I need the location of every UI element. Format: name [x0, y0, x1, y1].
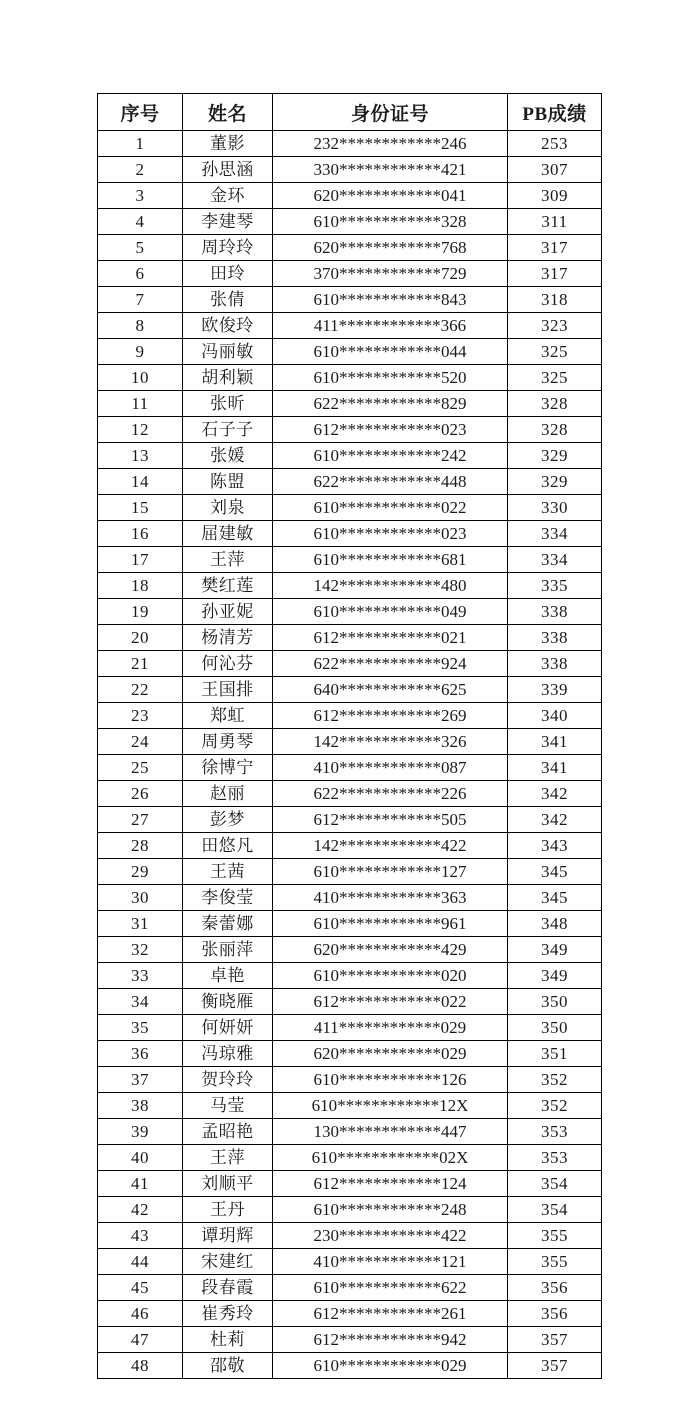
cell-name: 石子子: [183, 417, 273, 443]
table-row: [98, 859, 602, 885]
cell-score: 318: [508, 287, 602, 313]
cell-name: 孟昭艳: [183, 1119, 273, 1145]
table-row: [98, 547, 602, 573]
cell-name: 刘顺平: [183, 1171, 273, 1197]
table-row: [98, 209, 602, 235]
table-row: [98, 1301, 602, 1327]
cell-score: 350: [508, 989, 602, 1015]
cell-id: 620************041: [273, 183, 508, 209]
cell-id: 370************729: [273, 261, 508, 287]
table-row: [98, 729, 602, 755]
cell-id: 622************226: [273, 781, 508, 807]
cell-name: 孙思涵: [183, 157, 273, 183]
table-row: [98, 417, 602, 443]
cell-name: 杨清芳: [183, 625, 273, 651]
cell-name: 谭玥辉: [183, 1223, 273, 1249]
cell-name: 樊红莲: [183, 573, 273, 599]
cell-id: 620************429: [273, 937, 508, 963]
cell-seq: 9: [98, 339, 183, 365]
table-row: [98, 183, 602, 209]
cell-name: 李俊莹: [183, 885, 273, 911]
table-row: [98, 469, 602, 495]
cell-name: 刘泉: [183, 495, 273, 521]
table-header-row: [98, 94, 602, 131]
cell-seq: 4: [98, 209, 183, 235]
cell-seq: 35: [98, 1015, 183, 1041]
column-header-seq: 序号: [98, 94, 183, 131]
cell-name: 段春霞: [183, 1275, 273, 1301]
cell-seq: 2: [98, 157, 183, 183]
cell-score: 357: [508, 1327, 602, 1353]
table-row: [98, 391, 602, 417]
cell-score: 334: [508, 521, 602, 547]
cell-seq: 25: [98, 755, 183, 781]
cell-seq: 19: [98, 599, 183, 625]
cell-id: 612************022: [273, 989, 508, 1015]
cell-score: 345: [508, 859, 602, 885]
cell-id: 610************242: [273, 443, 508, 469]
cell-id: 610************843: [273, 287, 508, 313]
cell-seq: 18: [98, 573, 183, 599]
cell-id: 612************269: [273, 703, 508, 729]
cell-id: 411************029: [273, 1015, 508, 1041]
table-row: [98, 287, 602, 313]
table-row: [98, 885, 602, 911]
cell-seq: 45: [98, 1275, 183, 1301]
cell-name: 王丹: [183, 1197, 273, 1223]
table-row: [98, 963, 602, 989]
table-body: [98, 131, 602, 1379]
cell-id: 610************023: [273, 521, 508, 547]
cell-id: 620************029: [273, 1041, 508, 1067]
cell-score: 338: [508, 651, 602, 677]
cell-name: 张媛: [183, 443, 273, 469]
cell-id: 610************049: [273, 599, 508, 625]
cell-score: 311: [508, 209, 602, 235]
cell-score: 339: [508, 677, 602, 703]
cell-name: 董影: [183, 131, 273, 157]
cell-score: 353: [508, 1145, 602, 1171]
cell-name: 冯丽敏: [183, 339, 273, 365]
cell-score: 352: [508, 1093, 602, 1119]
cell-seq: 44: [98, 1249, 183, 1275]
cell-name: 冯琼雅: [183, 1041, 273, 1067]
cell-score: 351: [508, 1041, 602, 1067]
cell-score: 329: [508, 469, 602, 495]
table-row: [98, 313, 602, 339]
cell-id: 612************021: [273, 625, 508, 651]
cell-name: 孙亚妮: [183, 599, 273, 625]
cell-id: 142************480: [273, 573, 508, 599]
cell-name: 王萍: [183, 547, 273, 573]
cell-id: 622************448: [273, 469, 508, 495]
column-header-score: PB成绩: [508, 94, 602, 131]
cell-id: 411************366: [273, 313, 508, 339]
table-row: [98, 1015, 602, 1041]
cell-name: 秦蕾娜: [183, 911, 273, 937]
cell-id: 610************12X: [273, 1093, 508, 1119]
cell-seq: 43: [98, 1223, 183, 1249]
cell-id: 410************363: [273, 885, 508, 911]
table-row: [98, 1353, 602, 1379]
table-row: [98, 131, 602, 157]
cell-seq: 30: [98, 885, 183, 911]
cell-name: 马莹: [183, 1093, 273, 1119]
table-row: [98, 833, 602, 859]
table-row: [98, 1041, 602, 1067]
cell-seq: 26: [98, 781, 183, 807]
cell-name: 彭梦: [183, 807, 273, 833]
cell-seq: 36: [98, 1041, 183, 1067]
cell-id: 232************246: [273, 131, 508, 157]
cell-name: 王萍: [183, 1145, 273, 1171]
cell-seq: 23: [98, 703, 183, 729]
cell-seq: 37: [98, 1067, 183, 1093]
cell-id: 610************681: [273, 547, 508, 573]
cell-name: 郑虹: [183, 703, 273, 729]
table-row: [98, 495, 602, 521]
table-row: [98, 1067, 602, 1093]
cell-score: 345: [508, 885, 602, 911]
cell-score: 356: [508, 1301, 602, 1327]
cell-score: 323: [508, 313, 602, 339]
table-row: [98, 599, 602, 625]
cell-score: 350: [508, 1015, 602, 1041]
table-row: [98, 651, 602, 677]
cell-name: 王茜: [183, 859, 273, 885]
cell-seq: 16: [98, 521, 183, 547]
cell-seq: 20: [98, 625, 183, 651]
cell-score: 307: [508, 157, 602, 183]
cell-seq: 31: [98, 911, 183, 937]
cell-name: 邵敬: [183, 1353, 273, 1379]
table-row: [98, 755, 602, 781]
cell-score: 354: [508, 1197, 602, 1223]
table-row: [98, 1223, 602, 1249]
cell-id: 230************422: [273, 1223, 508, 1249]
cell-name: 贺玲玲: [183, 1067, 273, 1093]
table-row: [98, 573, 602, 599]
score-table-container: [97, 93, 601, 1379]
cell-name: 衡晓雁: [183, 989, 273, 1015]
cell-seq: 10: [98, 365, 183, 391]
table-row: [98, 937, 602, 963]
table-row: [98, 1249, 602, 1275]
cell-score: 317: [508, 261, 602, 287]
cell-score: 352: [508, 1067, 602, 1093]
table-row: [98, 1275, 602, 1301]
cell-seq: 46: [98, 1301, 183, 1327]
cell-score: 338: [508, 599, 602, 625]
cell-score: 343: [508, 833, 602, 859]
table-row: [98, 677, 602, 703]
cell-id: 610************022: [273, 495, 508, 521]
cell-score: 328: [508, 417, 602, 443]
cell-score: 341: [508, 729, 602, 755]
column-header-name: 姓名: [183, 94, 273, 131]
cell-seq: 33: [98, 963, 183, 989]
table-row: [98, 807, 602, 833]
cell-score: 330: [508, 495, 602, 521]
cell-name: 何沁芬: [183, 651, 273, 677]
table-row: [98, 1119, 602, 1145]
cell-seq: 39: [98, 1119, 183, 1145]
cell-name: 金环: [183, 183, 273, 209]
cell-score: 325: [508, 365, 602, 391]
cell-seq: 15: [98, 495, 183, 521]
cell-name: 何妍妍: [183, 1015, 273, 1041]
cell-seq: 13: [98, 443, 183, 469]
cell-seq: 14: [98, 469, 183, 495]
cell-score: 341: [508, 755, 602, 781]
cell-id: 610************248: [273, 1197, 508, 1223]
cell-seq: 3: [98, 183, 183, 209]
cell-id: 610************044: [273, 339, 508, 365]
cell-seq: 27: [98, 807, 183, 833]
cell-score: 354: [508, 1171, 602, 1197]
cell-seq: 7: [98, 287, 183, 313]
cell-seq: 32: [98, 937, 183, 963]
table-row: [98, 1093, 602, 1119]
table-header: [98, 94, 602, 131]
cell-id: 610************02X: [273, 1145, 508, 1171]
table-row: [98, 339, 602, 365]
table-row: [98, 781, 602, 807]
cell-seq: 41: [98, 1171, 183, 1197]
cell-seq: 12: [98, 417, 183, 443]
cell-id: 142************422: [273, 833, 508, 859]
cell-name: 王国排: [183, 677, 273, 703]
table-row: [98, 703, 602, 729]
cell-name: 屈建敏: [183, 521, 273, 547]
cell-id: 620************768: [273, 235, 508, 261]
cell-score: 349: [508, 963, 602, 989]
cell-name: 田悠凡: [183, 833, 273, 859]
cell-id: 622************829: [273, 391, 508, 417]
cell-name: 陈盟: [183, 469, 273, 495]
cell-name: 卓艳: [183, 963, 273, 989]
cell-score: 335: [508, 573, 602, 599]
cell-id: 622************924: [273, 651, 508, 677]
cell-score: 348: [508, 911, 602, 937]
table-row: [98, 1145, 602, 1171]
cell-name: 杜莉: [183, 1327, 273, 1353]
cell-id: 142************326: [273, 729, 508, 755]
column-header-id: 身份证号: [273, 94, 508, 131]
cell-name: 崔秀玲: [183, 1301, 273, 1327]
cell-id: 612************023: [273, 417, 508, 443]
cell-seq: 38: [98, 1093, 183, 1119]
table-row: [98, 1197, 602, 1223]
cell-seq: 42: [98, 1197, 183, 1223]
cell-seq: 21: [98, 651, 183, 677]
cell-id: 410************121: [273, 1249, 508, 1275]
cell-score: 355: [508, 1223, 602, 1249]
cell-name: 欧俊玲: [183, 313, 273, 339]
cell-score: 317: [508, 235, 602, 261]
table-row: [98, 1327, 602, 1353]
cell-id: 612************124: [273, 1171, 508, 1197]
table-row: [98, 365, 602, 391]
cell-seq: 28: [98, 833, 183, 859]
cell-score: 342: [508, 807, 602, 833]
cell-id: 610************622: [273, 1275, 508, 1301]
cell-id: 612************261: [273, 1301, 508, 1327]
cell-seq: 47: [98, 1327, 183, 1353]
cell-seq: 48: [98, 1353, 183, 1379]
table-row: [98, 157, 602, 183]
cell-id: 612************505: [273, 807, 508, 833]
cell-name: 张倩: [183, 287, 273, 313]
cell-name: 周玲玲: [183, 235, 273, 261]
cell-id: 610************961: [273, 911, 508, 937]
cell-id: 610************029: [273, 1353, 508, 1379]
cell-id: 330************421: [273, 157, 508, 183]
cell-score: 253: [508, 131, 602, 157]
cell-id: 610************126: [273, 1067, 508, 1093]
cell-name: 宋建红: [183, 1249, 273, 1275]
cell-id: 130************447: [273, 1119, 508, 1145]
cell-score: 329: [508, 443, 602, 469]
cell-id: 610************127: [273, 859, 508, 885]
cell-seq: 11: [98, 391, 183, 417]
cell-name: 周勇琴: [183, 729, 273, 755]
cell-id: 610************520: [273, 365, 508, 391]
cell-id: 610************328: [273, 209, 508, 235]
cell-score: 309: [508, 183, 602, 209]
cell-seq: 29: [98, 859, 183, 885]
table-row: [98, 911, 602, 937]
cell-score: 353: [508, 1119, 602, 1145]
cell-seq: 34: [98, 989, 183, 1015]
cell-score: 355: [508, 1249, 602, 1275]
table-row: [98, 443, 602, 469]
cell-score: 342: [508, 781, 602, 807]
cell-name: 李建琴: [183, 209, 273, 235]
cell-score: 349: [508, 937, 602, 963]
cell-seq: 17: [98, 547, 183, 573]
cell-seq: 1: [98, 131, 183, 157]
table-row: [98, 235, 602, 261]
cell-score: 325: [508, 339, 602, 365]
cell-score: 338: [508, 625, 602, 651]
cell-name: 赵丽: [183, 781, 273, 807]
cell-score: 340: [508, 703, 602, 729]
cell-seq: 24: [98, 729, 183, 755]
cell-id: 610************020: [273, 963, 508, 989]
table-row: [98, 521, 602, 547]
pb-score-table: [97, 93, 602, 1379]
cell-score: 357: [508, 1353, 602, 1379]
table-row: [98, 989, 602, 1015]
cell-name: 徐博宁: [183, 755, 273, 781]
cell-name: 胡利颖: [183, 365, 273, 391]
cell-id: 640************625: [273, 677, 508, 703]
cell-name: 张昕: [183, 391, 273, 417]
cell-id: 612************942: [273, 1327, 508, 1353]
cell-name: 张丽萍: [183, 937, 273, 963]
table-row: [98, 625, 602, 651]
cell-seq: 6: [98, 261, 183, 287]
table-row: [98, 1171, 602, 1197]
cell-id: 410************087: [273, 755, 508, 781]
cell-score: 328: [508, 391, 602, 417]
cell-score: 356: [508, 1275, 602, 1301]
cell-seq: 22: [98, 677, 183, 703]
cell-seq: 8: [98, 313, 183, 339]
cell-name: 田玲: [183, 261, 273, 287]
cell-seq: 40: [98, 1145, 183, 1171]
table-row: [98, 261, 602, 287]
cell-seq: 5: [98, 235, 183, 261]
cell-score: 334: [508, 547, 602, 573]
